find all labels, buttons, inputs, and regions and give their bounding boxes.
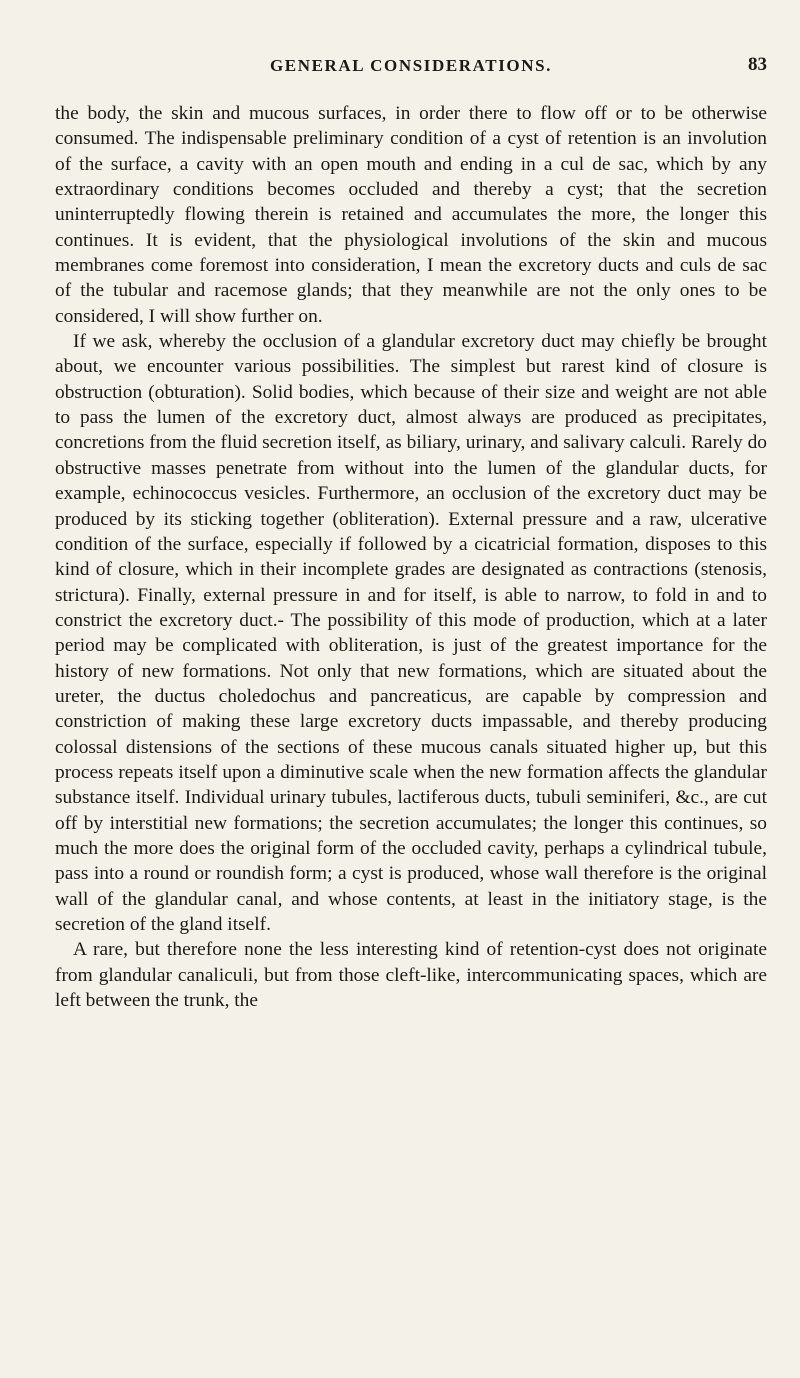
page-number: 83 xyxy=(748,54,767,75)
paragraph-occlusion: If we ask, whereby the occlusion of a glandular excretory duct may chiefly be brought about, we encounter various possibilities. The simplest but rarest kind of closure is obstruction (obturation). Solid bodies, which because of their size and weight are not able to pass the lumen of the excretory duct, almost always are produced as precipitates, concretions from the fluid secretion itself, as biliary, urinary, and salivary calculi. Rarely do obstructive masses penetrate from without into the lumen of the glandular ducts, for example, echinococcus vesicles. Furthermore, an occlusion of the excretory duct may be produced by its sticking together (obliteration). External pressure and a raw, ulcerative condition of the surface, especially if followed by a cicatricial formation, disposes to this kind of closure, which in their incomplete grades are designated as contractions (stenosis, strictura). Finally, external pressure in and for itself, is able to narrow, to fold in and to constrict the excretory duct.- The possibility of this mode of production, which at a later period may be complicated with obliteration, is just of the greatest importance for the history of new formations. Not only that new formations, which are situated about the ureter, the ductus choledochus and pancreaticus, are capable by compression and constriction of making these large excretory ducts impassable, and thereby producing colossal distensions of the sections of these mucous canals situated higher up, but this process repeats itself upon a diminutive scale when the new formation affects the glandular substance itself. Individual urinary tubules, lactiferous ducts, tubuli seminiferi, &c., are cut off by interstitial new formations; the secretion accumulates; the longer this continues, so much the more does the original form of the occluded cavity, perhaps a cylindrical tubule, pass into a round or roundish form; a cyst is produced, whose wall therefore is the original wall of the glandular canal, and whose contents, at least in the initiatory stage, is the secretion of the gland itself. xyxy=(55,331,767,935)
paragraph-continued: the body, the skin and mucous surfaces, in order there to flow off or to be otherwise consumed. The indispensable preliminary condition of a cyst of retention is an involution of the surface, a cavity with an open mouth and ending in a cul de sac, which by any extraordinary conditions becomes occluded and thereby a cyst; that the secretion uninterruptedly flowing therein is retained and accumulates the more, the longer this continues. It is evident, that the physiological involutions of the skin and mucous membranes come foremost into consideration, I mean the excretory ducts and culs de sac of the tubular and racemose glands; that they meanwhile are not the only ones to be considered, I will show further on. xyxy=(55,103,767,327)
page-header-title: GENERAL CONSIDERATIONS. xyxy=(269,56,553,75)
running-head xyxy=(55,56,767,82)
paragraph-retention-cyst: A rare, but therefore none the less interesting kind of retention-cyst does not originate from glandular canaliculi, but from those cleft-like, intercommunicating spaces, which are left between the trunk, the xyxy=(55,939,767,1012)
body-text xyxy=(55,101,767,1013)
